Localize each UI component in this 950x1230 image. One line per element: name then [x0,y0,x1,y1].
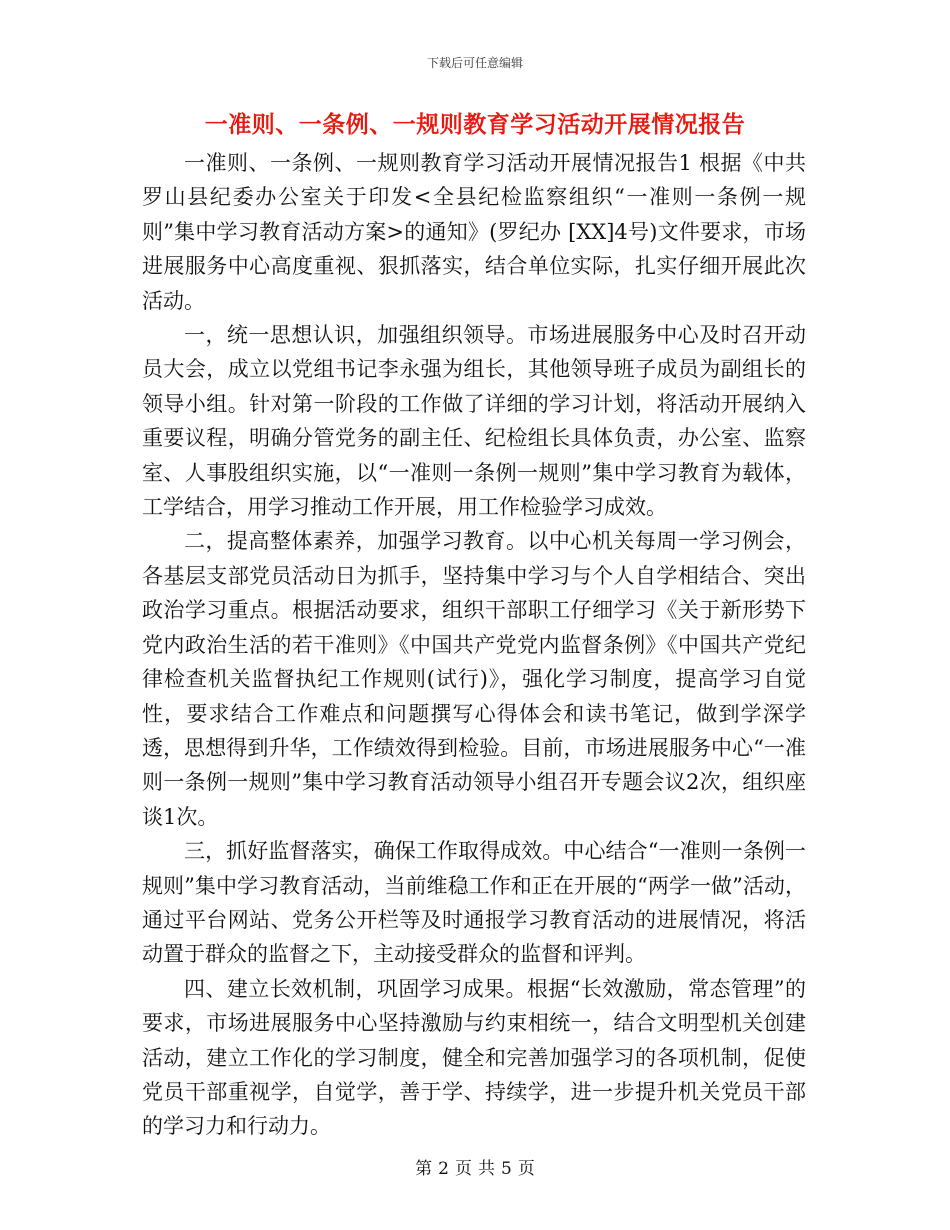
paragraph-section-1: 一，统一思想认识，加强组织领导。市场进展服务中心及时召开动员大会，成立以党组书记李永强为组长，其他领导班子成员为副组长的领导小组。针对第一阶段的工作做了详细的学习计划，将活动开展纳入重要议程，明确分管党务的副主任、纪检组长具体负责，办公室、监察室、人事股组织实施，以“一准则一条例一规则”集中学习教育为载体，工学结合，用学习推动工作开展，用工作检验学习成效。 [142,323,806,520]
footer-total-prefix: 共 [478,1159,495,1179]
footer-page-word: 页 [455,1159,472,1179]
page-footer [0,1154,950,1179]
footer-total-pages: 5 [501,1159,512,1179]
header-note: 下载后可任意编辑 [426,56,523,70]
document-title: 一准则、一条例、一规则教育学习活动开展情况报告 [204,111,746,138]
paragraph-intro: 一准则、一条例、一规则教育学习活动开展情况报告1 根据《中共罗山县纪委办公室关于印发<全县纪检监察组织“一准则一条例一规则”集中学习教育活动方案>的通知》(罗纪办 [XX]4号)文件要求，市场进展服务中心高度重视、狠抓落实，结合单位实际，扎实仔细开展此次活动。 [142,151,806,313]
paragraph-section-2: 二，提高整体素养，加强学习教育。以中心机关每周一学习例会，各基层支部党员活动日为抓手，坚持集中学习与个人自学相结合、突出政治学习重点。根据活动要求，组织干部职工仔细学习《关于新形势下党内政治生活的若干准则》《中国共产党党内监督条例》《中国共产党纪律检查机关监督执纪工作规则(试行)》，强化学习制度，提高学习自觉性，要求结合工作难点和问题撰写心得体会和读书笔记，做到学深学透，思想得到升华，工作绩效得到检验。目前，市场进展服务中心“一准则一条例一规则”集中学习教育活动领导小组召开专题会议2次，组织座谈1次。 [142,529,806,829]
paragraph-section-3: 三，抓好监督落实，确保工作取得成效。中心结合“一准则一条例一规则”集中学习教育活动，当前维稳工作和正在开展的“两学一做”活动，通过平台网站、党务公开栏等及时通报学习教育活动的进展情况，将活动置于群众的监督之下，主动接受群众的监督和评判。 [142,839,806,967]
footer-page-prefix: 第 [415,1159,433,1179]
document-body [142,146,806,1144]
footer-current-page: 2 [438,1159,449,1179]
footer-total-suffix: 页 [517,1159,535,1179]
paragraph-section-4: 四、建立长效机制，巩固学习成果。根据“长效激励，常态管理”的要求，市场进展服务中心坚持激励与约束相统一，结合文明型机关创建活动，建立工作化的学习制度，健全和完善加强学习的各项机制，促使党员干部重视学，自觉学，善于学、持续学，进一步提升机关党员干部的学习力和行动力。 [142,976,806,1139]
